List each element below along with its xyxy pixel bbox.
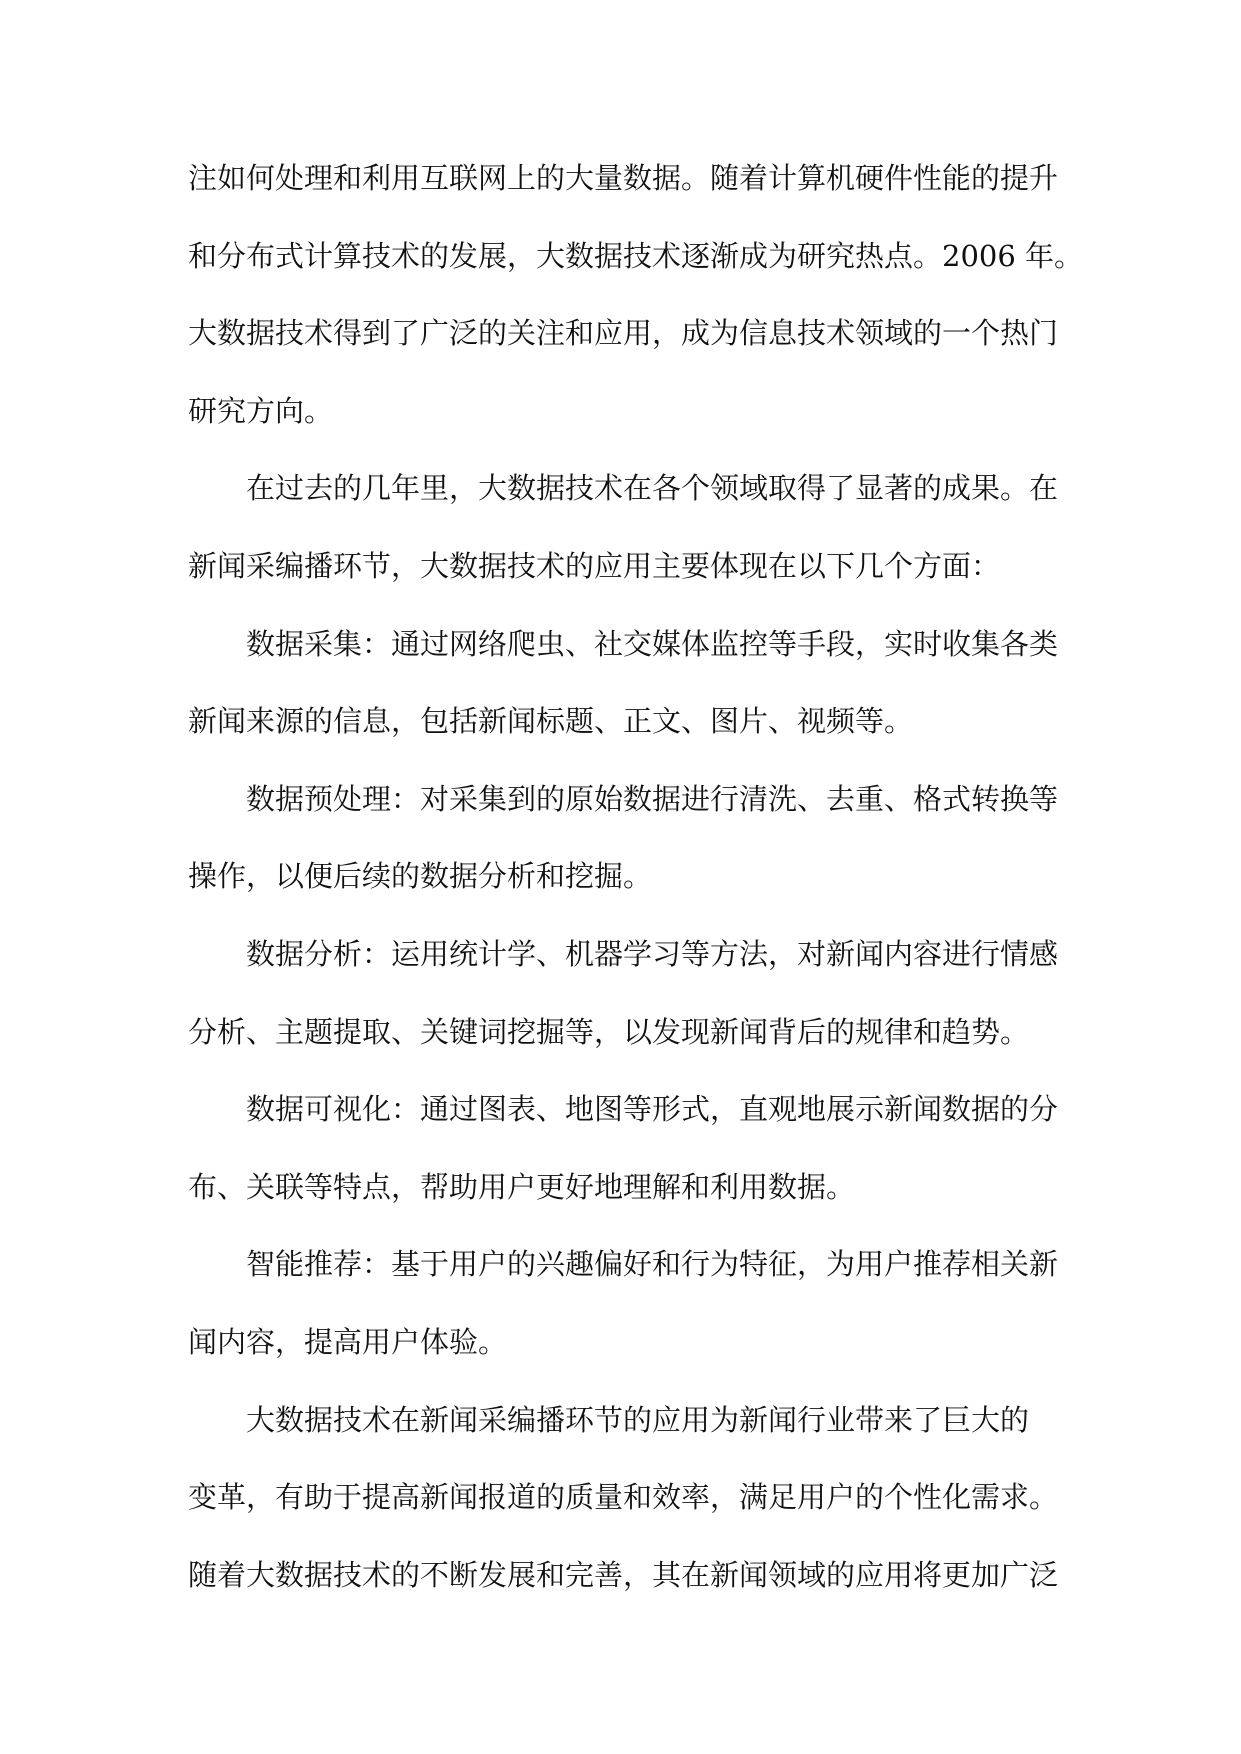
text-line: 数据分析：运用统计学、机器学习等方法，对新闻内容进行情感 xyxy=(246,936,1059,971)
text-line: 分析、主题提取、关键词挖掘等，以发现新闻背后的规律和趋势。 xyxy=(188,1014,1030,1049)
text-line: 新闻采编播环节，大数据技术的应用主要体现在以下几个方面： xyxy=(188,548,1001,583)
text-line: 数据可视化：通过图表、地图等形式，直观地展示新闻数据的分 xyxy=(246,1092,1059,1127)
text-line: 数据采集：通过网络爬虫、社交媒体监控等手段，实时收集各类 xyxy=(246,626,1059,661)
text-line: 布、关联等特点，帮助用户更好地理解和利用数据。 xyxy=(188,1169,856,1204)
text-line: 闻内容，提高用户体验。 xyxy=(188,1324,508,1359)
text-line: 新闻来源的信息，包括新闻标题、正文、图片、视频等。 xyxy=(188,704,914,739)
text-line: 大数据技术在新闻采编播环节的应用为新闻行业带来了巨大的 xyxy=(246,1402,1030,1437)
text-line: 研究方向。 xyxy=(188,393,334,428)
text-line: 数据预处理：对采集到的原始数据进行清洗、去重、格式转换等 xyxy=(246,781,1059,816)
text-line: 随着大数据技术的不断发展和完善，其在新闻领域的应用将更加广泛 xyxy=(188,1557,1059,1592)
text-line: 操作，以便后续的数据分析和挖掘。 xyxy=(188,859,653,894)
text-line: 变革，有助于提高新闻报道的质量和效率，满足用户的个性化需求。 xyxy=(188,1480,1059,1515)
text-line: 智能推荐：基于用户的兴趣偏好和行为特征，为用户推荐相关新 xyxy=(246,1247,1059,1282)
text-line: 和分布式计算技术的发展，大数据技术逐渐成为研究热点。2006 年。 xyxy=(188,238,1084,273)
text-line: 大数据技术得到了广泛的关注和应用，成为信息技术领域的一个热门 xyxy=(188,316,1059,351)
text-line: 在过去的几年里，大数据技术在各个领域取得了显著的成果。在 xyxy=(246,471,1059,506)
body-text xyxy=(188,140,1084,1614)
text-line: 注如何处理和利用互联网上的大量数据。随着计算机硬件性能的提升 xyxy=(188,161,1059,195)
